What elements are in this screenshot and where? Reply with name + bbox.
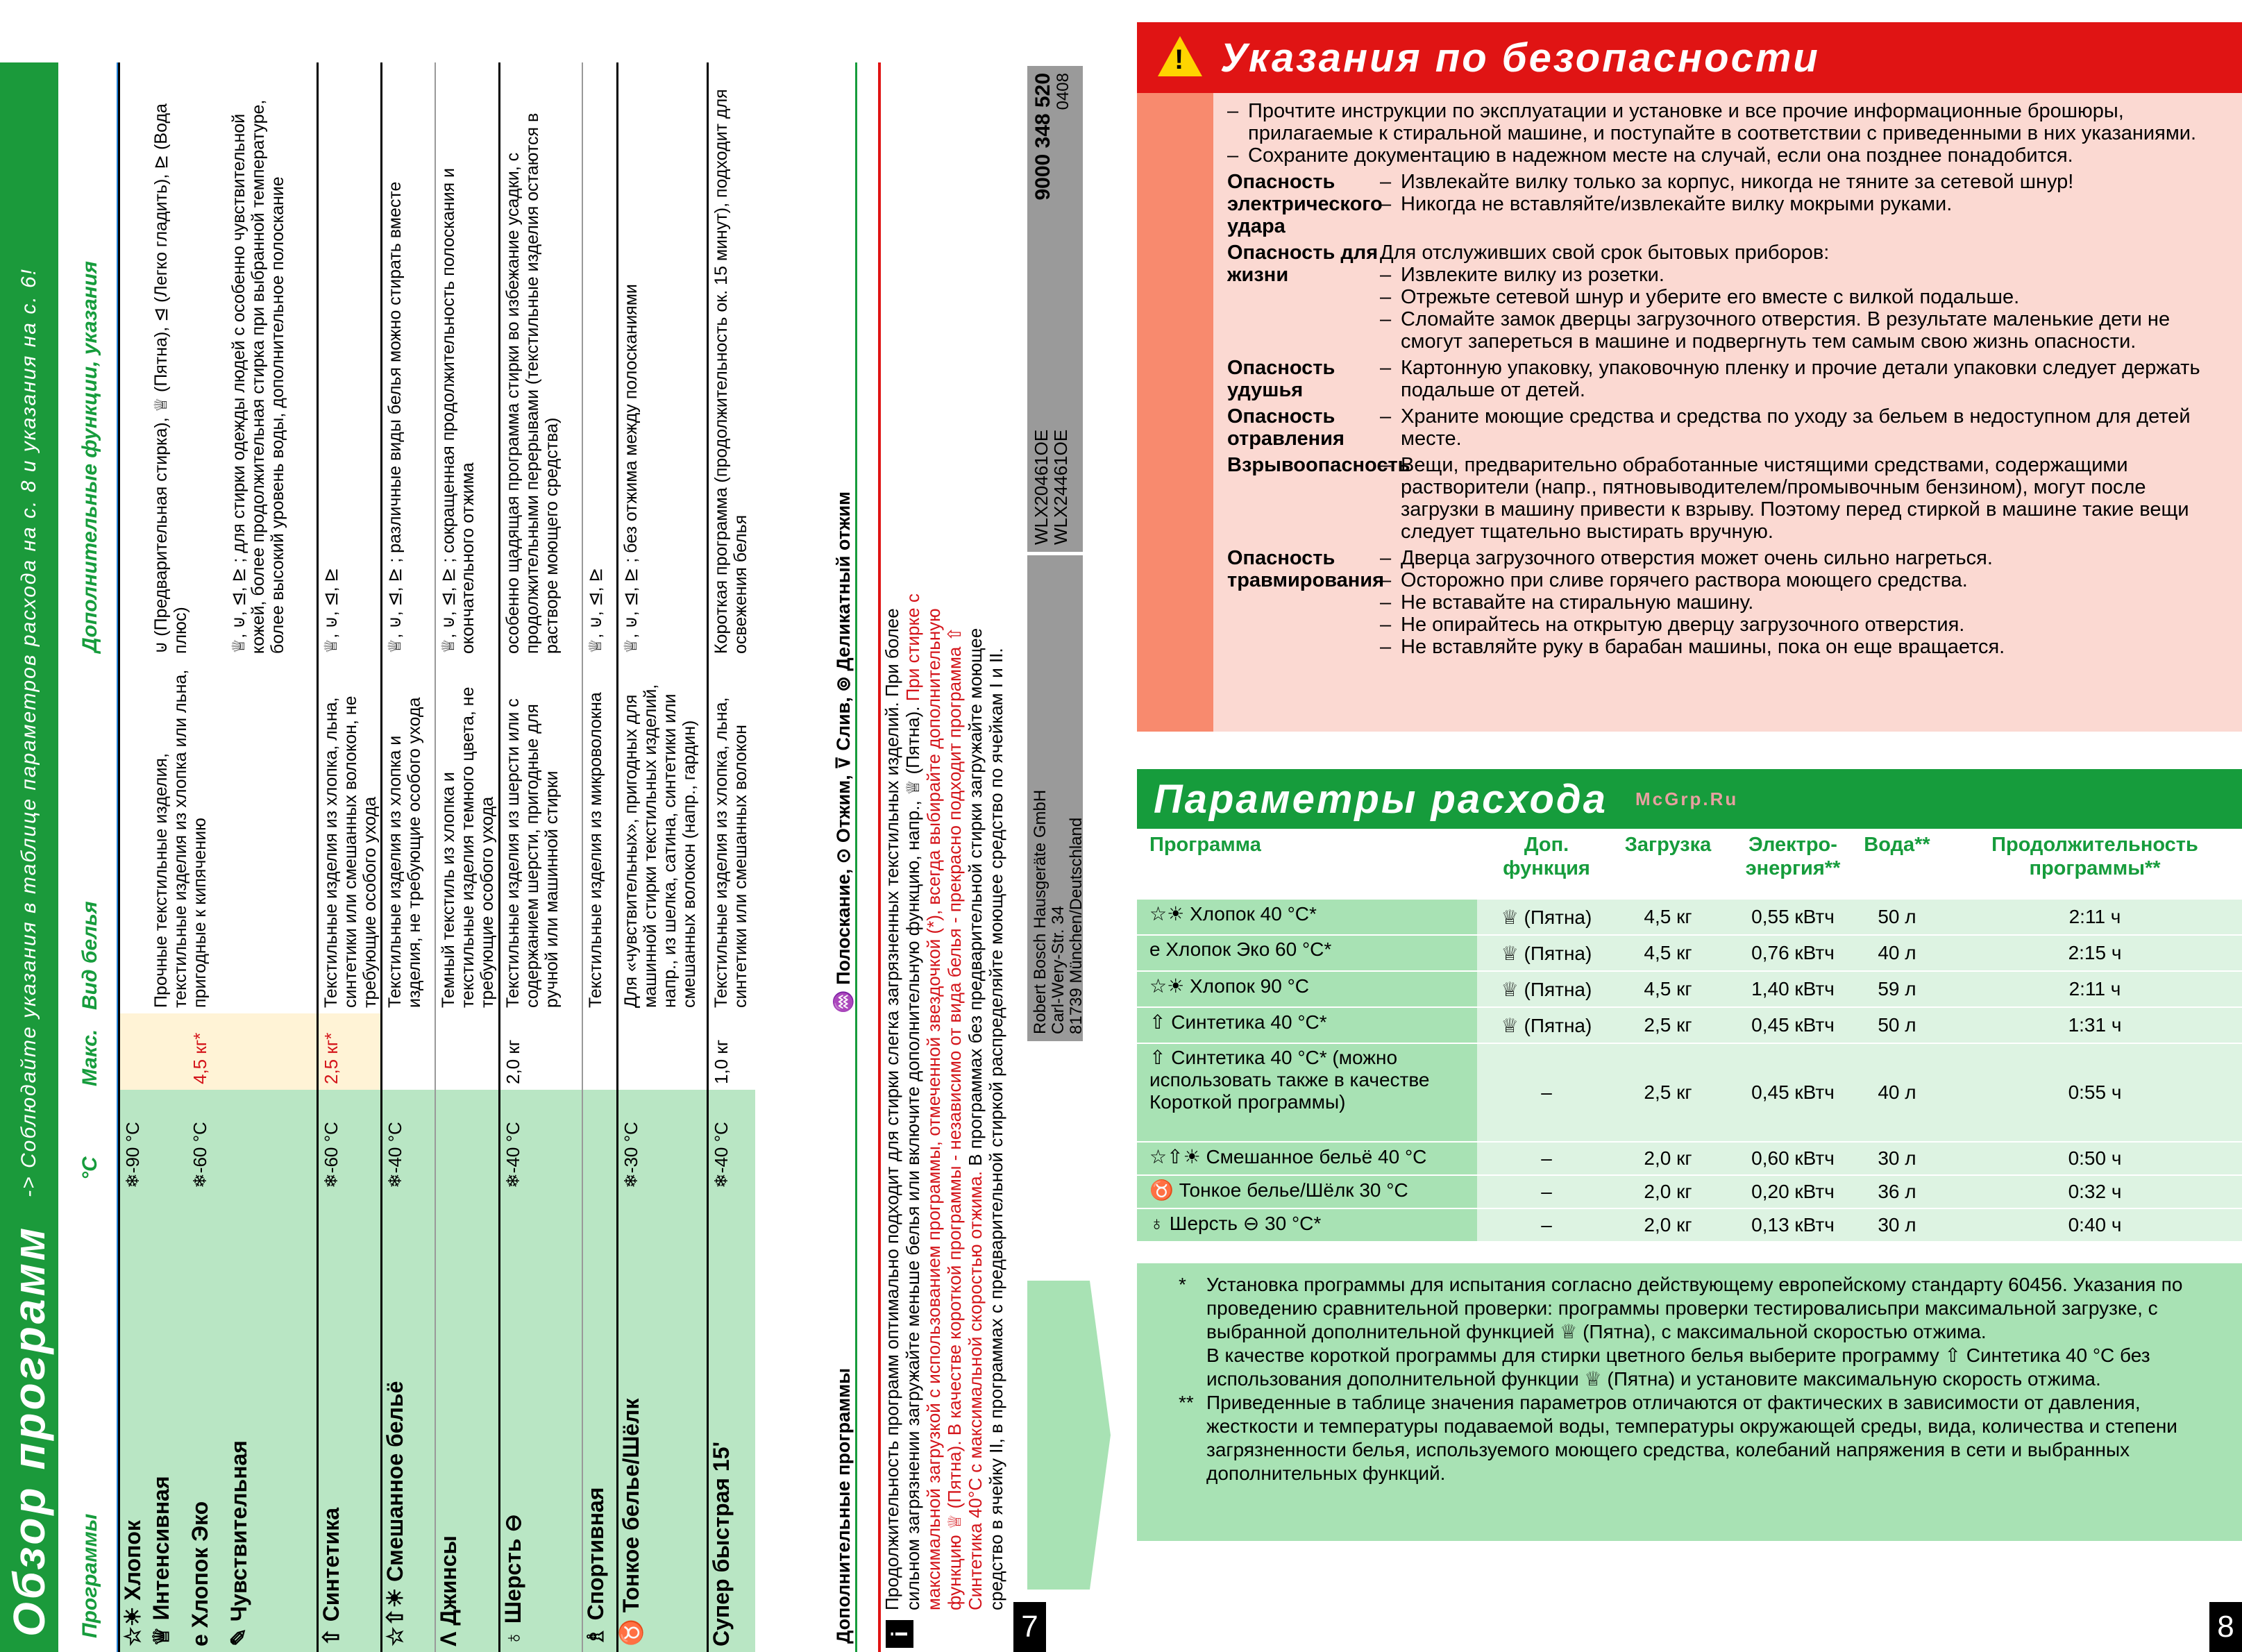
row-program: ⇧ Синтетика 40 °C* (можно использовать также в качестве Короткой программы) (1137, 1044, 1477, 1141)
hazard-item: – Извлеките вилку из розетки. (1380, 264, 2228, 286)
program-fabric: Текстильные изделия из хлопка, льна, синтетики или смешанных волокон, не требующие особого ухода (321, 696, 380, 1008)
hazard-label: Опасность отравления (1227, 405, 1345, 450)
col-header: Вода** (1864, 834, 1930, 856)
hazard-item: – Вещи, предварительно обработанные чистящими средствами, содержащими растворители (напр., пятновыводителем/промывочным бензином), могут после загрузки в машину привести к взрыву. Поэтому перед стиркой в машине такие вещи следует тщательно выстирать вручную. (1380, 454, 2228, 543)
table-row (1137, 1008, 2242, 1043)
hazard-label: Взрывоопасность (1227, 454, 1410, 476)
row-program: ♉ Тонкое белье/Шёлк 30 °C (1137, 1176, 1477, 1208)
row-water: 50 л (1878, 906, 1916, 927)
program-fabric: Темный текстиль из хлопка и текстильные изделия темного цвета, не требующие особого ухода (439, 686, 497, 1008)
program-functions: особенно щадящая программа стирки во избежание усадки, с продолжительными перерывами (текстильные изделия остаются в растворе моющего средства) (503, 112, 562, 654)
col-header-temp: °C (78, 1156, 101, 1180)
hazard-label: Опасность травмирования (1227, 547, 1385, 591)
program-functions: ⊍ (Предварительная стирка), ♕ (Пятна), ⊴ (Легко гладить), ⊵ (Вода плюс) (151, 103, 190, 654)
model-number: WLX20461OE (1031, 429, 1052, 545)
program-max: 1,0 кг (711, 1039, 732, 1084)
program-fabric: Текстильные изделия из хлопка, льна, синтетики или смешанных волокон (711, 697, 750, 1008)
footnote-2: Приведенные в таблице значения параметров отличаются от фактических в зависимости от давления, жесткости и температуры подаваемой воды, температуры окружающей среды, вида, количества и степени загрязненности белья, используемого моющего средства, колебаний напряжения в сети и выбранных дополнительных функций. (1206, 1392, 2177, 1484)
program-temp: ❄-90 °C (120, 1090, 149, 1194)
program-temp-blank (583, 1090, 616, 1194)
table-row (118, 62, 149, 1652)
program-name: ♉ Тонкое белье/Шёлк (618, 1194, 707, 1652)
hazard-item: – Не вставляйте руку в барабан машины, пока он еще вращается. (1380, 636, 2228, 658)
row-load: 2,5 кг (1644, 1081, 1692, 1103)
row-time: 2:11 ч (2068, 906, 2121, 927)
col-header: Доп. функция (1503, 834, 1590, 879)
table-row (226, 62, 317, 1652)
program-name: Λ Джинсы (436, 1194, 498, 1652)
table-row (1137, 936, 2242, 970)
program-max-blank (149, 1013, 187, 1090)
program-temp-blank (436, 1090, 498, 1194)
program-max-blank (226, 1013, 317, 1090)
table-row (1137, 1044, 2242, 1141)
row-function: – (1541, 1214, 1552, 1236)
row-load: 2,0 кг (1644, 1147, 1692, 1169)
overview-title-bar (0, 62, 58, 1652)
program-temp: ❄-40 °C (709, 1090, 755, 1194)
program-fabric: Текстильные изделия из микроволокна (586, 692, 605, 1008)
hazard-block (1227, 171, 2228, 237)
address-line: Robert Bosch Hausgeräte GmbH (1031, 789, 1050, 1034)
col-header: Продолжительность программы** (1991, 834, 2198, 879)
program-temp: ❄-60 °C (319, 1090, 380, 1194)
row-water: 40 л (1878, 942, 1916, 963)
green-arrow-tab (1027, 1281, 1111, 1590)
program-name: ☆⇧☀ Смешанное бельё (382, 1194, 435, 1652)
program-temp-blank (149, 1090, 187, 1194)
red-divider (878, 62, 881, 1652)
program-temp: ❄-30 °C (618, 1090, 707, 1194)
row-time: 0:40 ч (2068, 1214, 2122, 1236)
hazard-block (1227, 357, 2228, 401)
program-functions: ♕, ⊍, ⊴, ⊵ (586, 567, 605, 654)
program-functions: ♕, ⊍, ⊴, ⊵ ; для стирки одежды людей с особенно чувствительной кожей, более продолжительная стирка при выбранной температуре, более высокий уровень воды, дополнительное полоскание (229, 99, 287, 654)
additional-programs-items: ♒ Полоскание, ⊙ Отжим, ⊽ Слив, ⊚ Деликатный отжим (833, 491, 854, 1013)
safety-title: Указания по безопасности (1220, 35, 1820, 81)
intro-item: – Прочтите инструкции по эксплуатации и установке и все прочие информационные брошюры, прилагаемые к стиральной машине, и поступайте в соответствии с приведенными в них указаниями. (1227, 100, 2228, 144)
program-overview-page (0, 62, 1086, 1652)
hazard-item: – Извлекайте вилку только за корпус, никогда не тяните за сетевой шнур! (1380, 171, 2228, 193)
row-load: 4,5 кг (1644, 942, 1692, 963)
program-functions: ♕, ⊍, ⊴, ⊵ ; различные виды белья можно стирать вместе (385, 181, 405, 654)
col-header-max: Макс. (78, 1029, 101, 1086)
overview-title: Обзор программ (4, 1224, 54, 1637)
row-program: ♁ Шерсть ⊖ 30 °C* (1137, 1209, 1477, 1241)
hazard-item: – Не опирайтесь на открытую дверцу загрузочного отверстия. (1380, 614, 2228, 636)
warning-glyph: ! (1174, 44, 1184, 75)
note-part-b: При стирке с максимальной загрузкой с использованием программы, отмеченной звездочкой (*), всегда выбирайте дополнительную функцию ♕ (Пятна). В качестве короткой программы - независимо от вида белья - прекрасно подходит программа ⇧ Синтетика 40°C с максимальной скоростью отжима. (902, 593, 986, 1610)
safety-side-band (1137, 93, 1213, 732)
table-row (1137, 900, 2242, 934)
row-time: 1:31 ч (2068, 1014, 2122, 1036)
program-max: 2,5 кг* (319, 1013, 380, 1090)
part-date: 0408 (1054, 73, 1072, 110)
table-row (498, 62, 582, 1652)
program-max: 4,5 кг* (187, 1013, 226, 1090)
row-program: e Хлопок Эко 60 °C* (1137, 936, 1477, 970)
warning-icon (1158, 36, 1202, 76)
row-function: ♕ (Пятна) (1501, 906, 1592, 928)
overview-table (118, 62, 755, 1652)
safety-title-bar (1137, 22, 2242, 93)
note-part-a: Продолжительность программ оптимально подходит для стирки слегка загрязненных текстильных изделий. При более сильном загрязнении загружайте меньше белья или включите дополнительную функцию, напр., ♕ (Пятна). (882, 608, 923, 1610)
row-water: 30 л (1878, 1214, 1916, 1236)
row-load: 4,5 кг (1644, 906, 1692, 927)
right-page (1137, 0, 2242, 1652)
program-name: ✎ Чувствительная (226, 1194, 317, 1652)
hazard-block (1227, 454, 2228, 543)
table-row (707, 62, 755, 1652)
hazard-item: – Никогда не вставляйте/извлекайте вилку мокрыми руками. (1380, 193, 2228, 215)
table-row (187, 62, 226, 1652)
row-function: ♕ (Пятна) (1501, 978, 1592, 1000)
program-note (882, 583, 1006, 1652)
hazard-item: – Картонную упаковку, упаковочную пленку и прочие детали упаковки следует держать подальше от детей. (1380, 357, 2228, 401)
row-program: ☆☀ Хлопок 40 °C* (1137, 900, 1477, 934)
address-line: Carl-Wery-Str. 34 (1049, 906, 1068, 1034)
row-energy: 0,20 кВтч (1751, 1181, 1835, 1202)
table-row (435, 62, 498, 1652)
safety-content (1213, 93, 2242, 732)
program-temp-blank (226, 1090, 317, 1194)
table-row (1137, 1143, 2242, 1174)
row-time: 2:11 ч (2068, 978, 2121, 1000)
row-water: 40 л (1878, 1081, 1916, 1103)
row-water: 36 л (1878, 1181, 1916, 1202)
row-energy: 0,45 кВтч (1751, 1014, 1835, 1036)
program-fabric: Прочные текстильные изделия, текстильные изделия из хлопка или льна, пригодные к кипячению (151, 669, 210, 1008)
hazard-item: – Отрежьте сетевой шнур и уберите его вместе с вилкой подальше. (1380, 286, 2228, 308)
program-name: Супер быстрая 15' (709, 1194, 755, 1652)
page-number-7: 7 (1013, 1602, 1046, 1652)
program-max-blank (120, 1013, 149, 1090)
row-energy: 0,45 кВтч (1751, 1081, 1835, 1103)
row-water: 59 л (1878, 978, 1916, 1000)
hazard-item: – Дверца загрузочного отверстия может очень сильно нагреться. (1380, 547, 2228, 569)
program-functions: ♕, ⊍, ⊴, ⊵ ; без отжима между полосканиями (621, 284, 641, 654)
table-row (317, 62, 380, 1652)
row-time: 0:32 ч (2068, 1181, 2122, 1202)
row-function: – (1541, 1181, 1552, 1202)
col-header: Программа (1149, 834, 1261, 856)
program-functions: Короткая программа (продолжительность ок. 15 минут), подходит для освежения белья (711, 89, 750, 654)
hazard-item: – Осторожно при сливе горячего раствора моющего средства. (1380, 569, 2228, 591)
program-functions: ♕, ⊍, ⊴, ⊵ (321, 567, 341, 654)
row-time: 2:15 ч (2068, 942, 2122, 963)
program-name: ♁ Шерсть ⊖ (500, 1194, 582, 1652)
model-number: WLX24461OE (1050, 429, 1071, 545)
row-water: 50 л (1878, 1014, 1916, 1036)
address-line: 81739 München/Deutschland (1067, 817, 1086, 1034)
overview-subtitle: -> Соблюдайте указания в таблице параметров расхода на с. 8 и указания на с. 6! (17, 267, 40, 1197)
row-energy: 0,76 кВтч (1751, 942, 1835, 963)
hazard-intro: Для отслуживших свой срок бытовых приборов: (1380, 242, 1830, 264)
footnote-1: Установка программы для испытания согласно действующему европейскому стандарту 60456. Указания по проведению сравнительной проверки: программы проверки тестировалисьпри максимальной загрузке, с выбранной дополнительной функцией ♕ (Пятна), с максимальной скоростью отжима. (1206, 1274, 2183, 1342)
program-temp: ❄-40 °C (500, 1090, 582, 1194)
col-header-functions: Дополнительные функции, указания (78, 261, 101, 652)
footnote-mark: ** (1179, 1392, 1194, 1413)
program-functions: ♕, ⊍, ⊴, ⊵ ; сокращенная продолжительность полоскания и окончательного отжима (439, 167, 478, 654)
table-row (1137, 1209, 2242, 1241)
info-icon: i (886, 1620, 913, 1648)
row-energy: 0,55 кВтч (1751, 906, 1835, 927)
green-divider (855, 62, 857, 1652)
table-row (1137, 972, 2242, 1006)
row-function: ♕ (Пятна) (1501, 942, 1592, 964)
page-number-8: 8 (2209, 1602, 2242, 1652)
row-program: ☆⇧☀ Смешанное бельё 40 °C (1137, 1143, 1477, 1174)
hazard-label: Опасность для жизни (1227, 242, 1379, 286)
program-name: ☆☀ Хлопок (120, 1194, 149, 1652)
table-row (380, 62, 435, 1652)
table-row (582, 62, 616, 1652)
col-header: Электро-энергия** (1745, 834, 1841, 879)
row-load: 2,0 кг (1644, 1214, 1692, 1236)
row-function: – (1541, 1147, 1552, 1169)
consumption-title-bar (1137, 769, 2242, 829)
program-fabric: Текстильные изделия из хлопка и изделия, не требующие особого ухода (385, 697, 424, 1008)
hazard-block (1227, 242, 2228, 353)
row-program: ☆☀ Хлопок 90 °C (1137, 972, 1477, 1006)
hazard-item: – Храните моющие средства и средства по уходу за бельем в недоступном для детей месте. (1380, 405, 2228, 450)
program-max: 2,0 кг (503, 1039, 523, 1084)
row-energy: 0,60 кВтч (1751, 1147, 1835, 1169)
program-name: ♕ Интенсивная (149, 1194, 187, 1652)
footnote-mark: * (1179, 1274, 1186, 1295)
program-name: ♗ Спортивная (583, 1194, 616, 1652)
row-time: 0:50 ч (2068, 1147, 2122, 1169)
footnote-1b: В качестве короткой программы для стирки цветного белья выберите программу ⇧ Синтетика 40 °C без использования дополнительной функции ♕ (Пятна) и установите максимальную скорость отжима. (1206, 1345, 2150, 1390)
program-name: ⇧ Синтетика (319, 1194, 380, 1652)
row-time: 0:55 ч (2068, 1081, 2122, 1103)
note-part-c: В программах без предварительной стирки загружайте моющее средство в ячейку II, в программах с предварительной стиркой распределяйте моющее средство по ячейкам I и II. (965, 627, 1006, 1610)
col-header-programs: Программы (78, 1513, 101, 1638)
table-row (1137, 1176, 2242, 1208)
program-temp: ❄-60 °C (187, 1090, 226, 1194)
hazard-block (1227, 405, 2228, 450)
watermark: McGrp.Ru (1635, 788, 1739, 809)
hazard-label: Опасность электрического удара (1227, 171, 1383, 237)
row-energy: 0,13 кВтч (1751, 1214, 1835, 1236)
hazard-item: – Не вставайте на стиральную машину. (1380, 591, 2228, 614)
overview-header (62, 62, 118, 1652)
program-temp: ❄-40 °C (382, 1090, 435, 1194)
table-row (616, 62, 707, 1652)
additional-programs-label: Дополнительные программы (832, 1367, 854, 1644)
hazard-block (1227, 547, 2228, 658)
part-number: 9000 348 520 (1031, 73, 1054, 201)
row-load: 2,0 кг (1644, 1181, 1692, 1202)
program-fabric: Для «чувствительных», пригодных для машинной стирки текстильных изделий, напр., из шелка, сатина, синтетики или смешанных волокон (напр., гардин) (621, 684, 699, 1008)
additional-programs (829, 62, 857, 1652)
row-energy: 1,40 кВтч (1751, 978, 1835, 1000)
row-water: 30 л (1878, 1147, 1916, 1169)
row-program: ⇧ Синтетика 40 °C* (1137, 1008, 1477, 1043)
consumption-table (1137, 829, 2242, 1252)
row-function: ♕ (Пятна) (1501, 1014, 1592, 1036)
consumption-title: Параметры расхода (1154, 776, 1608, 822)
col-header-type: Вид белья (78, 901, 101, 1010)
program-fabric: Текстильные изделия из шерсти или с содержанием шерсти, пригодные для ручной или машинной стирки (503, 698, 562, 1008)
row-load: 2,5 кг (1644, 1014, 1692, 1036)
footnotes (1137, 1263, 2242, 1541)
intro-item: – Сохраните документацию в надежном месте на случай, если она позднее понадобится. (1227, 144, 2228, 167)
row-function: – (1541, 1081, 1552, 1103)
manufacturer-address (1029, 555, 1088, 1041)
row-load: 4,5 кг (1644, 978, 1692, 1000)
program-name: e Хлопок Эко (187, 1194, 226, 1652)
col-header: Загрузка (1624, 834, 1712, 856)
hazard-label: Опасность удушья (1227, 357, 1335, 401)
hazard-item: – Сломайте замок дверцы загрузочного отверстия. В результате маленькие дети не смогут запереться в машине и подвергнуть тем самым свою жизнь опасности. (1380, 308, 2228, 353)
